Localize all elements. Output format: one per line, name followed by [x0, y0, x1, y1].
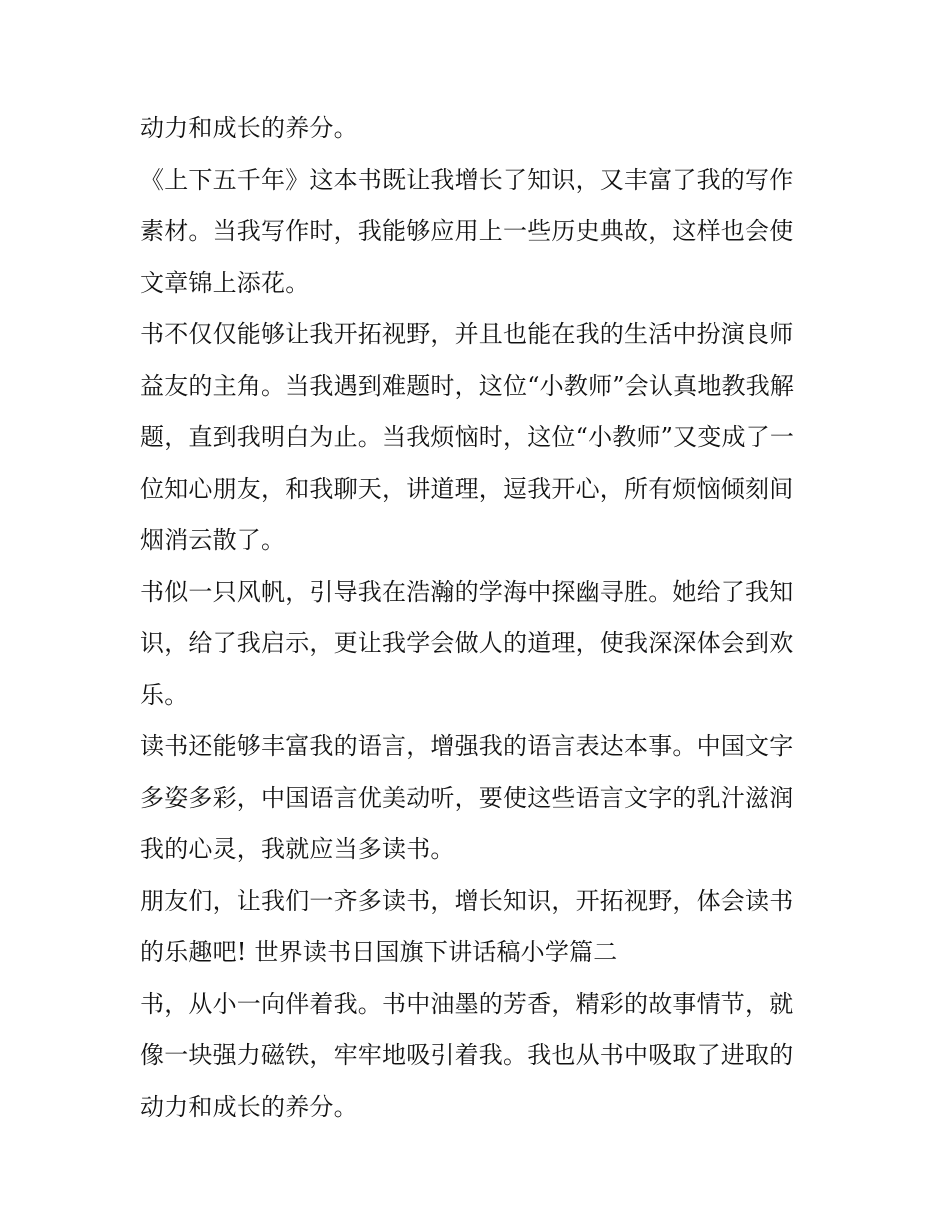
text-line: 位知心朋友，和我聊天，讲道理，逗我开心，所有烦恼倾刻间 — [140, 474, 794, 503]
text-line: 益友的主角。当我遇到难题时，这位“小教师”会认真地教我解 — [140, 371, 795, 400]
text-line: 书，从小一向伴着我。书中油墨的芳香，精彩的故事情节，就 — [140, 989, 794, 1018]
text-line: 题，直到我明白为止。当我烦恼时，这位“小教师”又变成了一 — [140, 423, 795, 451]
text-line: 我的心灵，我就应当多读书。 — [140, 835, 455, 863]
document-body — [140, 103, 812, 1133]
text-line: 识，给了我启示，更让我学会做人的道理，使我深深体会到欢 — [140, 629, 794, 657]
text-line: 书不仅仅能够让我开拓视野，并且也能在我的生活中扮演良师 — [140, 320, 794, 348]
text-line: 《上下五千年》这本书既让我增长了知识，又丰富了我的写作 — [140, 165, 794, 194]
text-line: 动力和成长的养分。 — [140, 114, 358, 142]
text-line: 像一块强力磁铁，牢牢地吸引着我。我也从书中吸取了进取的 — [140, 1041, 794, 1069]
text-line: 文章锦上添花。 — [140, 268, 310, 297]
text-line: 读书还能够丰富我的语言，增强我的语言表达本事。中国文字 — [140, 732, 794, 760]
text-line: 书似一只风帆，引导我在浩瀚的学海中探幽寻胜。她给了我知 — [140, 577, 794, 606]
text-line: 乐。 — [140, 680, 189, 709]
text-line: 朋友们，让我们一齐多读书，增长知识，开拓视野，体会读书 — [140, 886, 794, 915]
text-line: 的乐趣吧! 世界读书日国旗下讲话稿小学篇二 — [140, 938, 618, 966]
text-line: 动力和成长的养分。 — [140, 1092, 358, 1121]
text-line: 素材。当我写作时，我能够应用上一些历史典故，这样也会使 — [140, 217, 794, 245]
text-line: 烟消云散了。 — [140, 526, 286, 554]
text-line: 多姿多彩，中国语言优美动听，要使这些语言文字的乳汁滋润 — [140, 783, 794, 812]
